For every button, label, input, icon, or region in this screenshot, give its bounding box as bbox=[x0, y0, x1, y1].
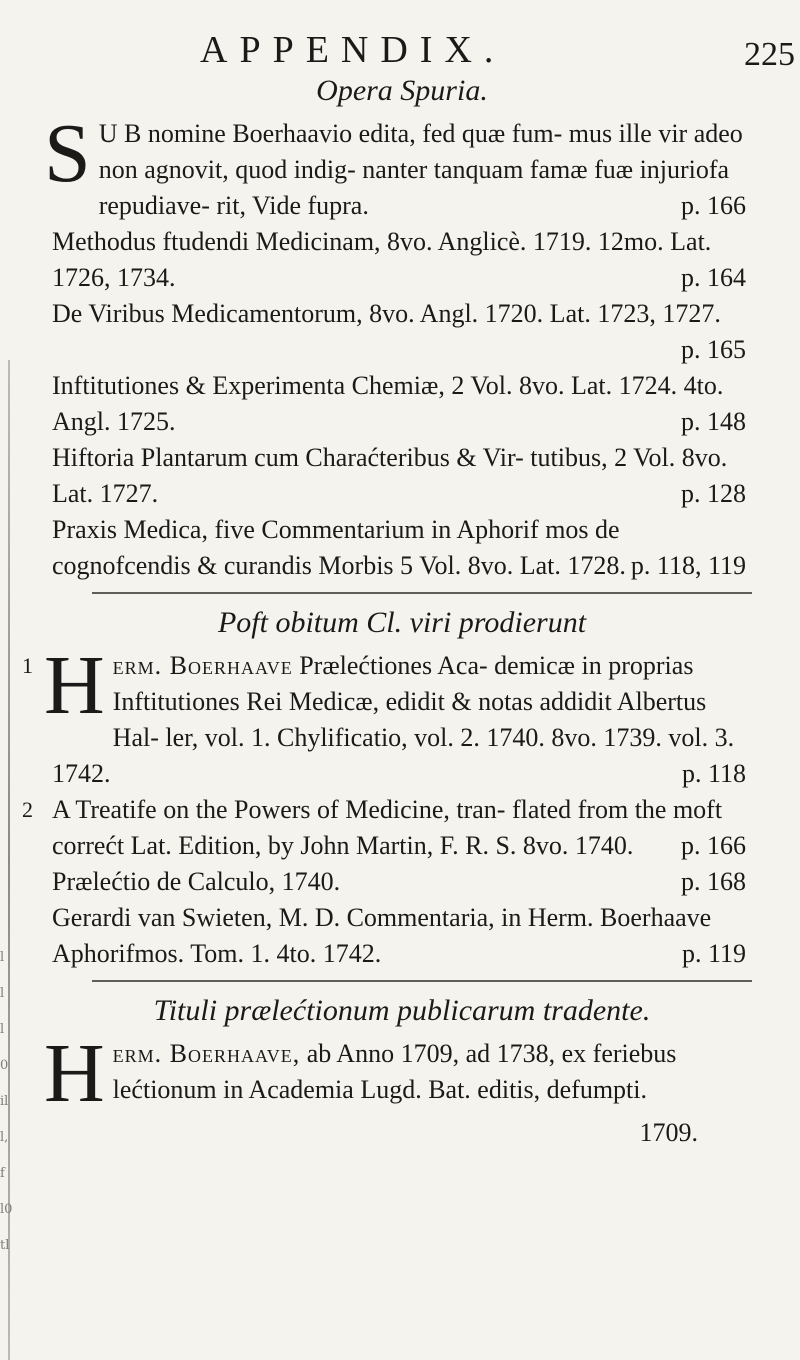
edge-mark: l bbox=[0, 986, 5, 1001]
section-divider bbox=[92, 592, 752, 594]
entry-text: Hiftoria Plantarum cum Charaćteribus & Vir- tutibus, 2 Vol. 8vo. Lat. 1727. bbox=[52, 443, 728, 508]
entry-text: Methodus ftudendi Medicinam, 8vo. Anglicè. 1719. 12mo. Lat. 1726, 1734. bbox=[52, 227, 712, 292]
section-title-post-obitum: Poft obitum Cl. viri prodierunt bbox=[217, 606, 587, 639]
entry-text: De Viribus Medicamentorum, 8vo. Angl. 1720. Lat. 1723, 1727. bbox=[52, 299, 721, 328]
page-reference: p. 128 bbox=[681, 479, 746, 508]
entry-text: A Treatife on the Powers of Medicine, tran- flated from the moft correćt Lat. Edition, by John Martin, F. R. S. 8vo. 1740. bbox=[52, 795, 723, 860]
page-reference: p. 148 bbox=[681, 407, 746, 436]
entry-text: Prælećtio de Calculo, 1740. bbox=[52, 867, 341, 896]
entry-number: 2 bbox=[22, 797, 33, 822]
entry-text: Gerardi van Swieten, M. D. Commentaria, in Herm. Boerhaave Aphorifmos. Tom. 1. 4to. 1742. bbox=[52, 903, 712, 968]
entry-text: ab Anno 1709, ad 1738, ex feriebus lećtionum in Academia Lugd. Bat. editis, defumpti. bbox=[112, 1039, 677, 1104]
page-reference: p. 168 bbox=[681, 867, 746, 896]
bibliography-entry bbox=[52, 900, 752, 972]
drop-cap: S bbox=[44, 107, 91, 200]
bibliography-entry bbox=[52, 440, 752, 512]
entry-text: Prælećtiones Aca- demicæ in proprias Inftitutiones Rei Medicæ, edidit & notas addidit Albertus Hal- ler, vol. 1. Chylificatio, vol. 2. 1740. 8vo. 1739. vol. 3. 1742. bbox=[52, 651, 735, 788]
page-number: 225 bbox=[744, 36, 795, 73]
page-reference: p. 164 bbox=[681, 263, 746, 292]
page-reference: p. 119 bbox=[681, 939, 746, 968]
catchword: 1709. bbox=[639, 1118, 698, 1147]
bibliography-entry bbox=[52, 368, 752, 440]
entry-text: U B nomine Boerhaavio edita, fed quæ fum- mus ille vir adeo non agnovit, quod indig- nanter tanquam famæ fuæ injuriofa repudiave- rit, Vide fupra. bbox=[98, 119, 743, 220]
numbered-entry bbox=[22, 792, 752, 864]
section-title-opera-spuria: Opera Spuria. bbox=[316, 74, 488, 107]
entry-text: Inftitutiones & Experimenta Chemiæ, 2 Vol. 8vo. Lat. 1724. 4to. Angl. 1725. bbox=[52, 371, 724, 436]
edge-mark: l, bbox=[0, 1130, 9, 1145]
page-reference: p. 118, 119 bbox=[630, 551, 746, 580]
edge-mark: l0 bbox=[0, 1202, 13, 1217]
page-text bbox=[22, 70, 752, 1148]
section-divider bbox=[92, 980, 752, 982]
author-name: erm. Boerhaave bbox=[112, 651, 293, 680]
edge-mark: l bbox=[0, 950, 5, 965]
bibliography-entry bbox=[52, 512, 752, 584]
edge-mark: 0 bbox=[0, 1058, 9, 1073]
page-edge-marks bbox=[0, 950, 22, 1274]
page-reference: p. 165 bbox=[681, 335, 746, 364]
page-reference: p. 166 bbox=[681, 191, 746, 220]
edge-mark: il bbox=[0, 1094, 9, 1109]
entry-number: 1 bbox=[22, 653, 33, 678]
edge-mark: tl bbox=[0, 1238, 10, 1253]
drop-cap: H bbox=[44, 639, 105, 732]
bibliography-entry bbox=[52, 296, 752, 368]
drop-cap: H bbox=[44, 1027, 105, 1120]
entry-text: Praxis Medica, five Commentarium in Aphorif mos de cognofcendis & curandis Morbis 5 Vol. 8vo. Lat. 1728. bbox=[52, 515, 626, 580]
intro-entry bbox=[44, 107, 752, 224]
author-name: erm. Boerhaave, bbox=[112, 1039, 301, 1068]
bibliography-entry bbox=[52, 864, 752, 900]
edge-mark: l bbox=[0, 1022, 5, 1037]
edge-mark: f bbox=[0, 1166, 5, 1181]
bibliography-entry bbox=[52, 224, 752, 296]
page-reference: p. 166 bbox=[681, 831, 746, 860]
numbered-entry bbox=[22, 639, 752, 792]
section-title-tituli: Tituli prælećtionum publicarum tradente. bbox=[153, 994, 651, 1027]
lecture-entry bbox=[44, 1027, 752, 1120]
page-reference: p. 118 bbox=[681, 759, 746, 788]
running-head: APPENDIX. bbox=[200, 29, 506, 71]
